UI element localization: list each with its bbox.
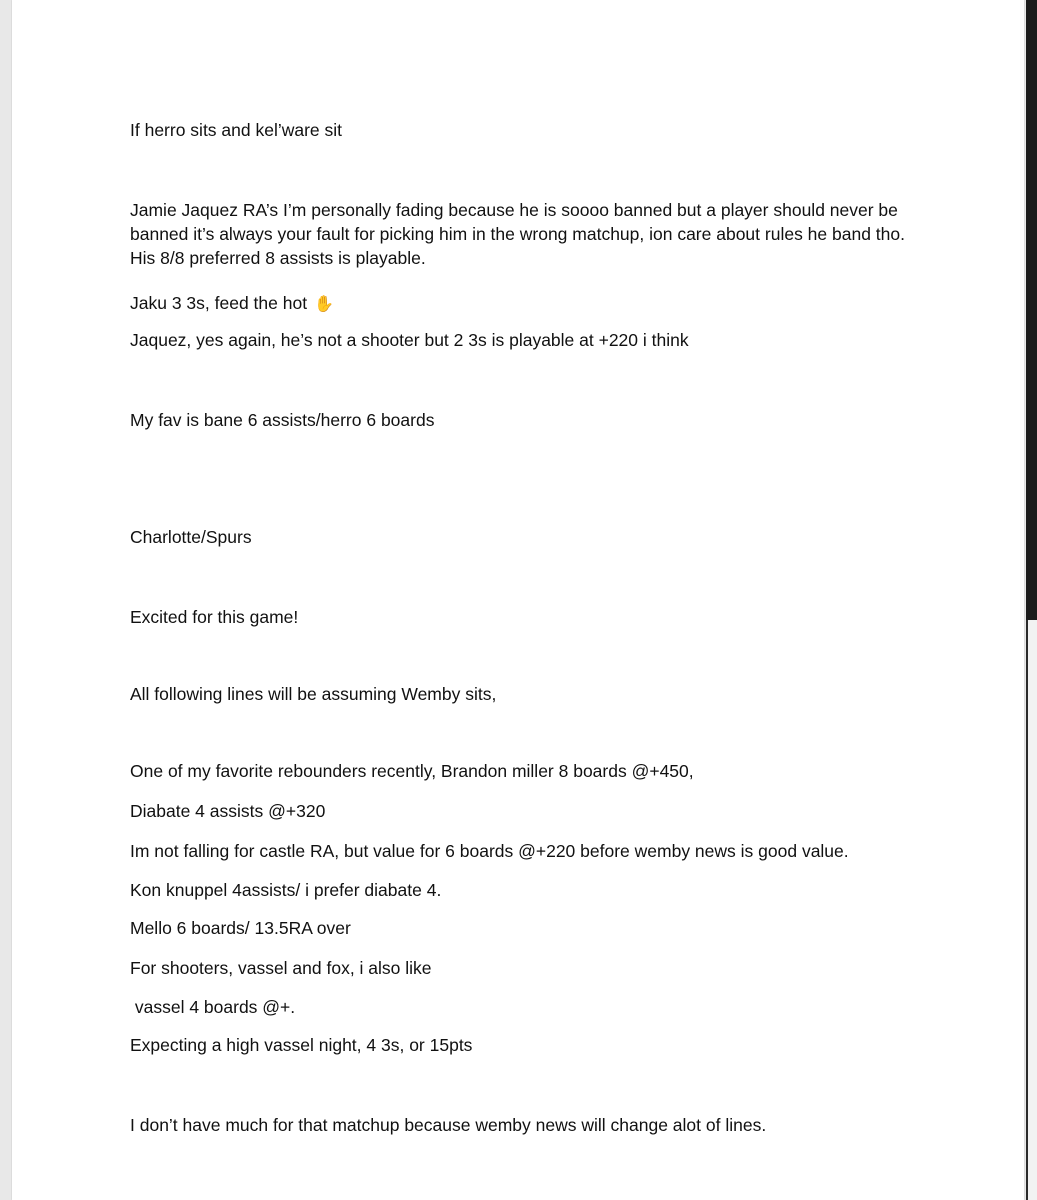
text-line-jaquez-3s: Jaquez, yes again, he’s not a shooter but 2 3s is playable at +220 i think: [130, 330, 689, 350]
document-page: [12, 0, 1024, 1200]
text-line-diabate-assists: Diabate 4 assists @+320: [130, 801, 326, 821]
text-line-vassel-boards: vassel 4 boards @+.: [130, 997, 296, 1017]
text-line-shooters: For shooters, vassel and fox, i also like: [130, 958, 432, 978]
window-edge: [1026, 0, 1037, 620]
text-line-wemby-sits: All following lines will be assuming Wemby sits,: [130, 684, 497, 704]
text-line-fav-bane: My fav is bane 6 assists/herro 6 boards: [130, 410, 435, 430]
text-line-brandon-miller: One of my favorite rebounders recently, Brandon miller 8 boards @+450,: [130, 761, 694, 781]
text-line-jaku-3s: [130, 291, 910, 317]
text-line-mello: Mello 6 boards/ 13.5RA over: [130, 918, 351, 938]
text-paragraph-jaquez-ra: Jamie Jaquez RA’s I’m personally fading because he is soooo banned but a player should never be banned it’s always your fault for picking him in the wrong matchup, ion care about rules he band tho. His 8/8 preferred 8 assists is playable.: [130, 200, 905, 268]
raised-hand-icon: ✋: [313, 296, 334, 313]
text-line-closing: I don’t have much for that matchup because wemby news will change alot of lines.: [130, 1115, 767, 1135]
text-line-excited: Excited for this game!: [130, 607, 299, 627]
text-line-herro-sits: If herro sits and kel’ware sit: [130, 120, 343, 140]
text-line-matchup-title: Charlotte/Spurs: [130, 527, 252, 547]
text-line-jaku-3s-label: Jaku 3 3s, feed the hot: [130, 293, 308, 313]
text-line-castle: Im not falling for castle RA, but value for 6 boards @+220 before wemby news is good value.: [130, 841, 849, 861]
scrollbar-track[interactable]: [1026, 620, 1037, 1200]
text-line-vassel-night: Expecting a high vassel night, 4 3s, or 15pts: [130, 1035, 473, 1055]
text-line-kon-knuppel: Kon knuppel 4assists/ i prefer diabate 4.: [130, 880, 442, 900]
